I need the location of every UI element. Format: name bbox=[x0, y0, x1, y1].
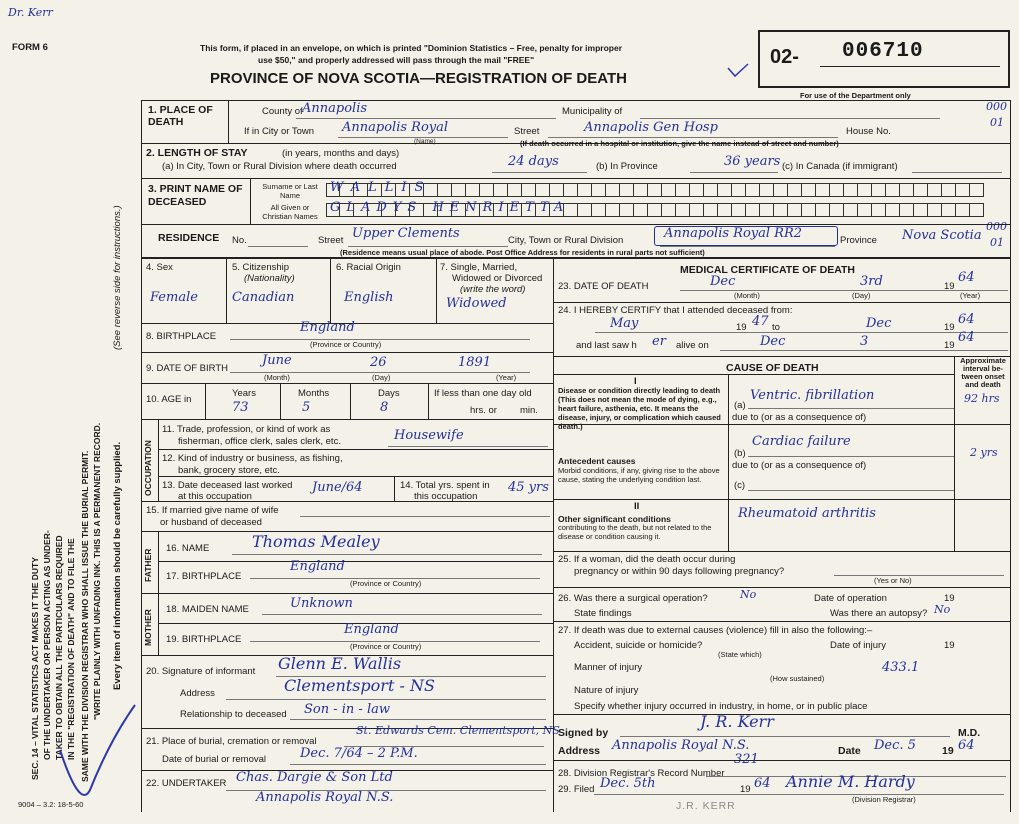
side-instructions: Every item of information should be carefully supplied. bbox=[112, 441, 123, 690]
stay-city-value[interactable]: 24 days bbox=[508, 154, 559, 169]
city-value[interactable]: Annapolis Royal bbox=[342, 120, 449, 135]
margin-code: 000 bbox=[986, 220, 1007, 233]
dob-month-value[interactable]: June bbox=[262, 353, 292, 368]
surname-label: Surname or Last Name bbox=[262, 182, 318, 200]
father-side-label: FATHER bbox=[143, 548, 153, 582]
filed-year-value[interactable]: 64 bbox=[754, 776, 771, 791]
age-years-value[interactable]: 73 bbox=[232, 400, 249, 415]
attended-from-month[interactable]: May bbox=[610, 316, 639, 331]
autopsy-value[interactable]: No bbox=[934, 603, 951, 616]
birthplace-value[interactable]: England bbox=[300, 320, 355, 335]
mother-birthplace-value[interactable]: England bbox=[344, 622, 399, 637]
father-name-value[interactable]: Thomas Mealey bbox=[252, 532, 380, 551]
occupation-side-label: OCCUPATION bbox=[143, 440, 153, 496]
given-names-value[interactable]: GLADYS HENRIETTA bbox=[330, 200, 570, 215]
municipality-label: Municipality of bbox=[562, 106, 623, 117]
residence-city-bracket bbox=[654, 226, 838, 246]
mother-maiden-name-value[interactable]: Unknown bbox=[290, 596, 353, 611]
county-label: County of bbox=[262, 106, 303, 117]
cause-of-death-title: CAUSE OF DEATH bbox=[726, 362, 819, 374]
death-day-value[interactable]: 3rd bbox=[860, 274, 883, 289]
burial-place-value[interactable]: St. Edwards Cem. Clementsport, NS bbox=[356, 724, 560, 737]
age-months-value[interactable]: 5 bbox=[302, 400, 311, 415]
cause-a-value[interactable]: Ventric. fibrillation bbox=[750, 388, 875, 403]
dob-year-value[interactable]: 1891 bbox=[458, 355, 492, 370]
hospital-note: (If death occurred in a hospital or institution, give the name instead of street and number) bbox=[520, 139, 839, 148]
medical-certificate-title: MEDICAL CERTIFICATE OF DEATH bbox=[680, 264, 855, 276]
death-month-value[interactable]: Dec bbox=[710, 274, 736, 289]
age-days-value[interactable]: 8 bbox=[380, 400, 389, 415]
sex-value[interactable]: Female bbox=[150, 290, 198, 305]
street-label: Street bbox=[514, 126, 540, 137]
racial-origin-value[interactable]: English bbox=[344, 290, 394, 305]
side-instructions: SEC. 14 – VITAL STATISTICS ACT MAKES IT THE DUTY bbox=[30, 557, 40, 780]
signed-date-value[interactable]: Dec. 5 bbox=[874, 738, 916, 753]
last-worked-value[interactable]: June/64 bbox=[312, 480, 363, 495]
death-registration-form: Dr. Kerr FORM 6 This form, if placed in an envelope, on which is printed "Dominion Statistics – Free, penalty for improper use $50," and properly addressed will pass through the mail "FREE" PROVINCE OF NOVA SCOTIA—REGISTRATION OF DEATH 02- 006710 For use of the Department only 000 01 000 01 SEC. 14 – VITAL STATISTICS ACT MAKES IT THE DUTY OF THE UNDERTAKER OR PERSON ACTING AS UNDER- TAKER TO OBTAIN ALL THE PARTICULARS REQUIRED IN THE "REGISTRATION OF DEATH" AND TO FILE THE SAME WITH THE DIVISION REGISTRAR WHO SHALL ISSUE THE BURIAL PERMIT. "WRITE PLAINLY WITH UNFADING INK. THIS IS A PERMANENT RECORD. Every item of information should be carefully supplied. (See reverse side for instructions.) 1. PLACE OF DEATH County of Annapolis Municipality of If in City or Town Annapolis Royal (Name) Street Annapolis Gen Hosp House No. (If death occurred in a hospital or institution, give the name instead of street and number) 2. LENGTH OF STAY (in years, months and days) (a) In City, Town or Rural Division where death occurred 24 days (b) In Province 36 years (c) In Canada (if immigrant) 3. PRINT NAME OF DECEASED Surname or Last Name All Given or Christian Names WALLIS GLADYS HENRIETTA RESIDENCE No. Street Upper Clements City, Town or Rural Division Annapolis Royal RR2 Province Nova Scotia (Residence means usual place of abode. Post Office Address for residents in rural parts not sufficient) 4. Sex Female 5. Citizenship (Nationality) Canadian 6. Racial Origin English 7. Single, Married, Widowed or Divorced (write the word) Widowed 8. BIRTHPLACE England (Province or Country) 9. DATE OF BIRTH June 26 1891 (Month) (Day) (Year) 10. AGE in Years Months Days 73 5 8 If less than one day old hrs. or min. OCCUPATION 11. Trade, profession, or kind of work as fisherman, office clerk, sales clerk, etc. Housewife 12. Kind of industry or business, as fishing, bank, grocery store, etc. 13. Date deceased last worked at this occupation June/64 14. Total yrs. spent in this occupation 45 yrs 15. If married give name of wife or husband of deceased FATHER 16. NAME Thomas Mealey 17. BIRTHPLACE England (Province or Country) MOTHER 18. MAIDEN NAME Unknown 19. BIRTHPLACE England (Province or Country) 20. Signature of informant Glenn E. Wallis Address Clementsport - NS Relationship to deceased Son - in - law 21. Place of burial, cremation or removal St. Edwards Cem. Clementsport, NS Date of burial or removal Dec. 7/64 – 2 P.M. 22. UNDERTAKER Chas. Dargie & Son Ltd Annapolis Royal N.S. 9004 – 3.2: 18-5-60 MEDICAL CERTIFICATE OF DEATH 23. DATE OF DEATH Dec 3rd 19 64 (Month) (Day) (Year) 24. I HEREBY CERTIFY that I attended deceased from: May 19 47 to Dec 19 64 and last saw h er alive on Dec 3 19 64 CAUSE OF DEATH Approximate interval be-tween onset and death I Disease or condition directly leading to death (This does not mean the mode of dying, e.g., heart failure, asthenia, etc. It means the disease, injury, or complication which caused death.) (a) Ventric. fibrillation 92 hrs due to (or as a consequence of) (b) Cardiac failure 2 yrs due to (or as a consequence of) Antecedent causes Morbid conditions, if any, giving rise to the above cause, stating the underlying condition last. (c) II Other significant conditions contributing to the death, but not related to the disease or condition causing it. Rheumatoid arthritis 25. If a woman, did the death occur during pregnancy or within 90 days following pregnancy? (Yes or No) 26. Was there a surgical operation? No Date of operation 19 State findings Was there an autopsy? No 27. If death was due to external causes (violence) fill in also the following:– Accident, suicide or homicide? Date of injury 19 (State which) Manner of injury 433.1 (How sustained) Nature of injury Specify whether injury occurred in industry, in home, or in public place Signed by J. R. Kerr M.D. Address Annapolis Royal N.S. Date Dec. 5 19 64 28. Division Registrar's Record Number 321 29. Filed Dec. 5th 19 64 Annie M. Hardy (Division Registrar) J.R. KERR bbox=[0, 0, 1019, 824]
surgical-operation-value[interactable]: No bbox=[740, 588, 757, 601]
registration-number: 006710 bbox=[842, 40, 924, 63]
years-in-occupation-value[interactable]: 45 yrs bbox=[508, 480, 549, 495]
side-instructions: SAME WITH THE DIVISION REGISTRAR WHO SHALL ISSUE THE BURIAL PERMIT. bbox=[80, 450, 90, 782]
cause-b-value[interactable]: Cardiac failure bbox=[752, 434, 851, 449]
physician-address-value[interactable]: Annapolis Royal N.S. bbox=[612, 738, 750, 753]
residence-city-value[interactable]: Annapolis Royal RR2 bbox=[664, 226, 802, 241]
dob-day-value[interactable]: 26 bbox=[370, 355, 387, 370]
house-label: House No. bbox=[846, 126, 891, 137]
undertaker-address-value[interactable]: Annapolis Royal N.S. bbox=[256, 790, 394, 805]
form-title: PROVINCE OF NOVA SCOTIA—REGISTRATION OF DEATH bbox=[210, 70, 627, 87]
filed-date-value[interactable]: Dec. 5th bbox=[600, 776, 656, 791]
attended-to-month[interactable]: Dec bbox=[866, 316, 892, 331]
cause-a-interval[interactable]: 92 hrs bbox=[964, 392, 1000, 405]
margin-code: 000 bbox=[986, 100, 1007, 113]
given-names-label: All Given or Christian Names bbox=[262, 203, 318, 221]
manner-code[interactable]: 433.1 bbox=[882, 660, 920, 675]
registrar-signature[interactable]: Annie M. Hardy bbox=[786, 772, 915, 791]
stay-province-label: (b) In Province bbox=[596, 161, 658, 172]
informant-address-value[interactable]: Clementsport - NS bbox=[284, 676, 435, 695]
marital-status-value[interactable]: Widowed bbox=[446, 296, 507, 311]
citizenship-value[interactable]: Canadian bbox=[232, 290, 295, 305]
father-birthplace-value[interactable]: England bbox=[290, 559, 345, 574]
name-of-deceased-label: 3. PRINT NAME OF DECEASED bbox=[148, 183, 243, 208]
part1-description: Disease or condition directly leading to death (This does not mean the mode of dying, e.g., heart failure, asthenia, etc. It means the disease, injury, or complication which caused death.) bbox=[558, 386, 721, 431]
envelope-notice-2: use $50," and properly addressed will pass through the mail "FREE" bbox=[258, 55, 535, 65]
informant-signature[interactable]: Glenn E. Wallis bbox=[278, 654, 402, 673]
corner-note: Dr. Kerr bbox=[8, 6, 53, 19]
physician-signature[interactable]: J. R. Kerr bbox=[700, 712, 774, 731]
interval-label: Approximate interval be-tween onset and death bbox=[960, 356, 1006, 389]
cause-b-interval[interactable]: 2 yrs bbox=[970, 446, 998, 459]
envelope-notice: This form, if placed in an envelope, on which is printed "Dominion Statistics – Free, penalty for improper bbox=[200, 43, 623, 53]
attended-from-year[interactable]: 47 bbox=[752, 314, 769, 329]
tick-icon bbox=[726, 62, 750, 78]
side-instructions: OF THE UNDERTAKER OR PERSON ACTING AS UNDER- bbox=[42, 530, 52, 760]
residence-label: RESIDENCE bbox=[158, 232, 220, 244]
side-instructions: "WRITE PLAINLY WITH UNFADING INK. THIS IS A PERMANENT RECORD. bbox=[92, 422, 102, 720]
side-instructions: IN THE "REGISTRATION OF DEATH" AND TO FILE THE bbox=[66, 538, 76, 760]
residence-province-value[interactable]: Nova Scotia bbox=[902, 228, 982, 243]
undertaker-value[interactable]: Chas. Dargie & Son Ltd bbox=[236, 770, 393, 785]
residence-street-value[interactable]: Upper Clements bbox=[352, 226, 460, 241]
registration-prefix: 02- bbox=[770, 46, 799, 68]
margin-code: 01 bbox=[990, 116, 1004, 129]
signed-year-value[interactable]: 64 bbox=[958, 738, 975, 753]
stay-province-value[interactable]: 36 years bbox=[724, 154, 781, 169]
relationship-value[interactable]: Son - in - law bbox=[304, 702, 390, 717]
surname-value[interactable]: WALLIS bbox=[330, 180, 432, 195]
last-seen-year[interactable]: 64 bbox=[958, 330, 975, 345]
mother-side-label: MOTHER bbox=[143, 609, 153, 646]
stay-city-label: (a) In City, Town or Rural Division where death occurred bbox=[162, 161, 397, 172]
street-value[interactable]: Annapolis Gen Hosp bbox=[584, 120, 718, 135]
length-of-stay-label: 2. LENGTH OF STAY bbox=[146, 147, 248, 159]
city-label: If in City or Town bbox=[244, 126, 315, 137]
side-instructions: (See reverse side for instructions.) bbox=[112, 205, 123, 350]
margin-code: 01 bbox=[990, 236, 1004, 249]
form-number: FORM 6 bbox=[12, 42, 48, 53]
death-year-value[interactable]: 64 bbox=[958, 270, 975, 285]
occupation-value[interactable]: Housewife bbox=[394, 428, 464, 443]
attended-to-year[interactable]: 64 bbox=[958, 312, 975, 327]
other-conditions-value[interactable]: Rheumatoid arthritis bbox=[738, 506, 876, 521]
residence-note: (Residence means usual place of abode. Post Office Address for residents in rural parts not sufficient) bbox=[340, 248, 705, 257]
side-instructions: TAKER TO OBTAIN ALL THE PARTICULARS REQUIRED bbox=[54, 535, 64, 760]
check-mark-icon bbox=[50, 700, 140, 810]
form-code: 9004 – 3.2: 18-5-60 bbox=[18, 800, 84, 809]
place-of-death-label: 1. PLACE OF DEATH bbox=[148, 104, 213, 128]
record-number-value[interactable]: 321 bbox=[734, 752, 759, 767]
last-seen-month[interactable]: Dec bbox=[760, 334, 786, 349]
physician-stamp: J.R. KERR bbox=[676, 800, 736, 812]
county-value[interactable]: Annapolis bbox=[302, 101, 368, 116]
burial-date-value[interactable]: Dec. 7/64 – 2 P.M. bbox=[300, 746, 418, 761]
last-seen-day[interactable]: 3 bbox=[860, 334, 869, 349]
department-use-note: For use of the Department only bbox=[800, 91, 911, 100]
stay-canada-label: (c) In Canada (if immigrant) bbox=[782, 161, 898, 172]
